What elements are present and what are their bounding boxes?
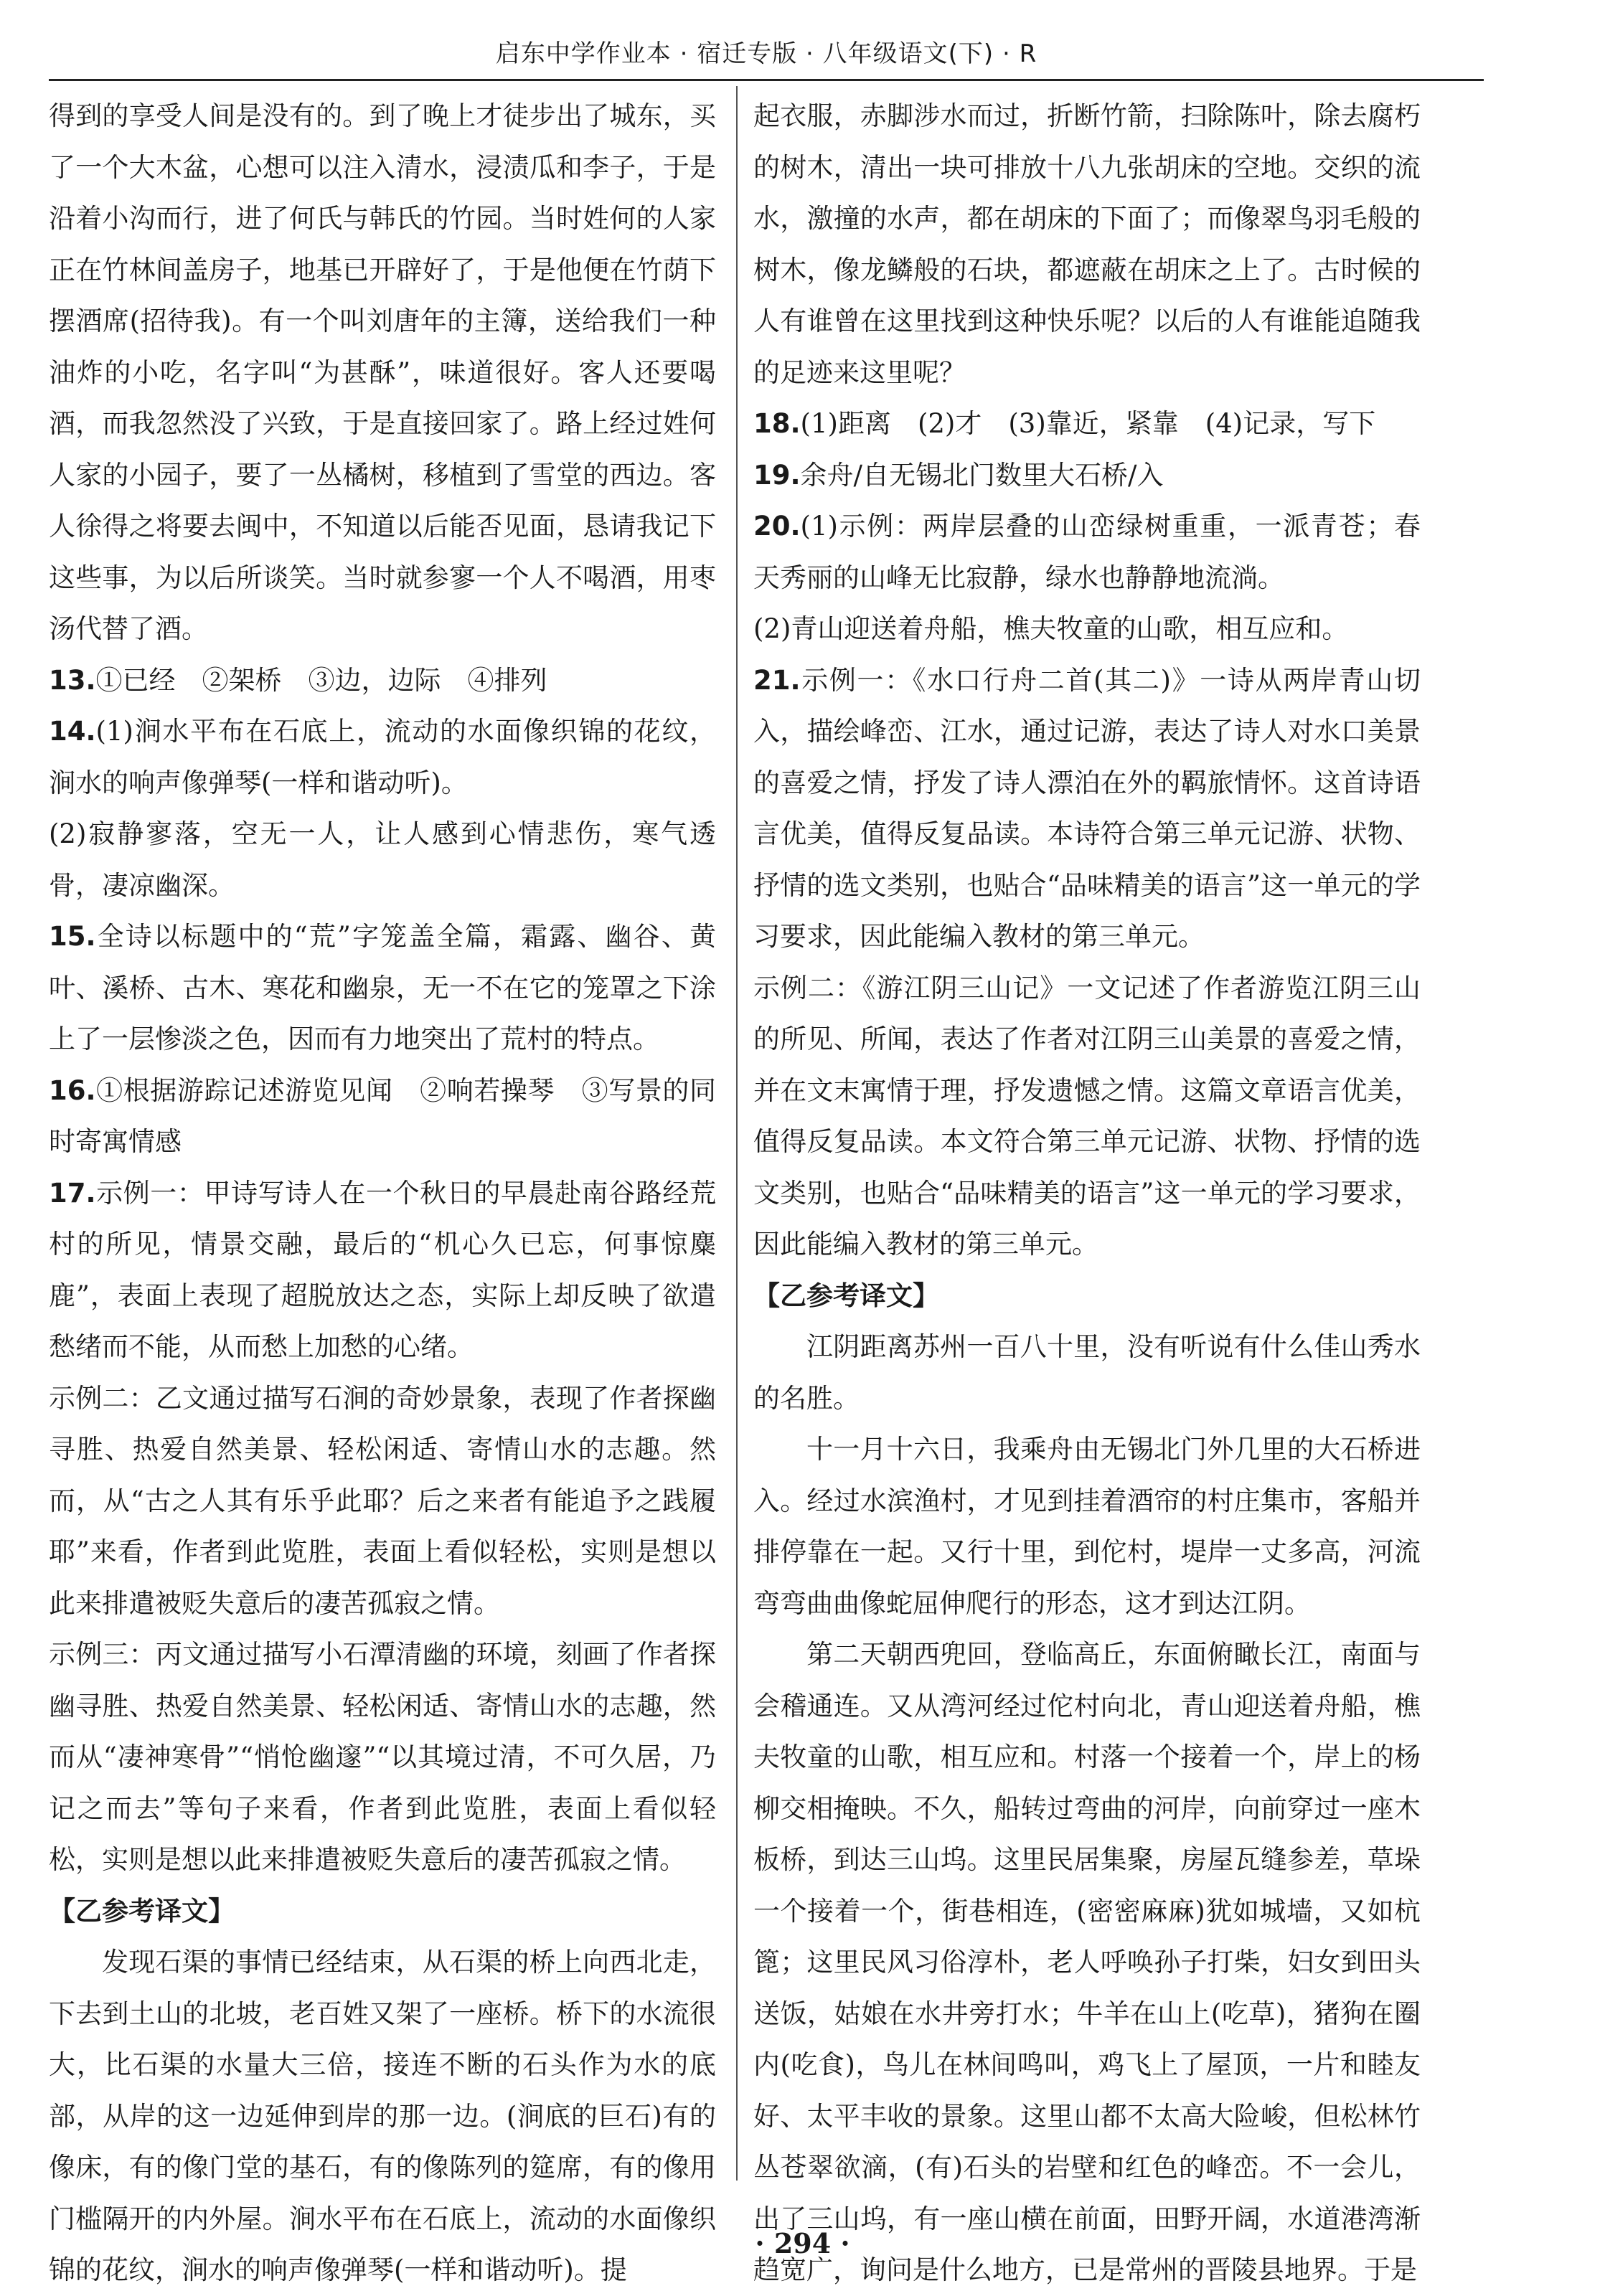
page-number: · 294 · [755, 2227, 850, 2259]
question-number: 20. [753, 511, 801, 542]
answer-text: (1)涧水平布在石底上，流动的水面像织锦的花纹，涧水的响声像弹琴(一样和谐动听)。 [49, 716, 716, 798]
answer-19 [753, 450, 1421, 501]
section-title: 【乙参考译文】 [753, 1280, 939, 1311]
question-number: 16. [49, 1074, 96, 1106]
translation-paragraph-1: 江阴距离苏州一百八十里，没有听说有什么佳山秀水的名胜。 [753, 1331, 1421, 1414]
answer-17-example3: 示例三：丙文通过描写小石潭清幽的环境，刻画了作者探幽寻胜、热爱自然美景、轻松闲适、寄情山水的志趣，然而从“凄神寒骨”“悄怆幽邃”“以其境过清，不可久居，乃记之而去”等句子来看，作者到此览胜，表面上看似轻松，实则是想以此来排遣被贬失意后的凄苦孤寂之情。 [49, 1639, 716, 1875]
answer-17 [49, 1168, 716, 1373]
answer-14-part2: (2)寂静寥落，空无一人，让人感到心情悲伤，寒气透骨，凄凉幽深。 [49, 818, 716, 901]
question-number: 13. [49, 664, 96, 696]
question-number: 17. [49, 1177, 96, 1209]
answer-text: ①已经 ②架桥 ③边，边际 ④排列 [95, 664, 547, 696]
left-column [49, 90, 716, 2296]
answer-14 [49, 706, 716, 808]
answer-16 [49, 1065, 716, 1168]
question-number: 14. [49, 716, 96, 747]
answer-17-example2: 示例二：乙文通过描写石涧的奇妙景象，表现了作者探幽寻胜、热爱自然美景、轻松闲适、寄情山水的志趣。然而，从“古之人其有乐乎此耶？后之来者有能追予之践履耶”来看，作者到此览胜，表面上看似轻松，实则是想以此来排遣被贬失意后的凄苦孤寂之情。 [49, 1382, 716, 1619]
answer-text: ①根据游踪记述游览见闻 ②响若操琴 ③写景的同时寄寓情感 [49, 1074, 716, 1157]
answer-text: 示例一：《水口行舟二首(其二)》一诗从两岸青山切入，描绘峰峦、江水，通过记游，表达了诗人对水口美景的喜爱之情，抒发了诗人漂泊在外的羁旅情怀。这首诗语言优美，值得反复品读。本诗符合第三单元记游、状物、抒情的选文类别，也贴合“品味精美的语言”这一单元的学习要求，因此能编入教材的第三单元。 [753, 664, 1421, 952]
section-title: 【乙参考译文】 [49, 1895, 235, 1927]
answer-20-part2: (2)青山迎送着舟船，樵夫牧童的山歌，相互应和。 [753, 613, 1349, 644]
answer-21 [753, 655, 1421, 963]
answer-text: 示例一：甲诗写诗人在一个秋日的早晨赴南谷路经荒村的所见，情景交融，最后的“机心久已忘，何事惊麋鹿”，表面上表现了超脱放达之态，实际上却反映了欲遣愁绪而不能，从而愁上加愁的心绪。 [49, 1177, 716, 1362]
answer-text: 余舟/自无锡北门数里大石桥/入 [800, 459, 1164, 491]
right-column [753, 90, 1421, 2296]
translation-paragraph-3: 第二天朝西兜回，登临高丘，东面俯瞰长江，南面与会稽通连。又从湾河经过佗村向北，青山迎送着舟船，樵夫牧童的山歌，相互应和。村落一个接着一个，岸上的杨柳交相掩映。不久，船转过弯曲的河岸，向前穿过一座木板桥，到达三山坞。这里民居集聚，房屋瓦缝参差，草垛一个接着一个，街巷相连，(密密麻麻)犹如城墙，又如杭篦；这里民风习俗淳朴，老人呼唤孙子打柴，妇女到田头送饭，姑娘在水井旁打水；牛羊在山上(吃草)，猪狗在圈内(吃食)，鸟儿在林间鸣叫，鸡飞上了屋顶，一片和睦友好、太平丰收的景象。这里山都不太高大险峻，但松林竹丛苍翠欲滴，(有)石头的岩壁和红色的峰峦。不一会儿，出了三山坞，有一座山横在前面，田野开阔，水道港湾渐趋宽广，询问是什么地方，已是常州的晋陵县地界。于是 [753, 1639, 1421, 2285]
question-number: 15. [49, 921, 96, 952]
question-number: 21. [753, 664, 801, 696]
question-number: 19. [753, 459, 801, 491]
answer-15 [49, 911, 716, 1065]
answer-18 [753, 398, 1421, 450]
continued-paragraph: 起衣服，赤脚涉水而过，折断竹箭，扫除陈叶，除去腐朽的树木，清出一块可排放十八九张胡床的空地。交织的流水，激撞的水声，都在胡床的下面了；而像翠鸟羽毛般的树木，像龙鳞般的石块，都遮蔽在胡床之上了。古时候的人有谁曾在这里找到这种快乐呢？以后的人有谁能追随我的足迹来这里呢？ [753, 100, 1421, 388]
answer-21-example2: 示例二：《游江阴三山记》一文记述了作者游览江阴三山的所见、所闻，表达了作者对江阴三山美景的喜爱之情，并在文末寓情于理，抒发遗憾之情。这篇文章语言优美，值得反复品读。本文符合第三单元记游、状物、抒情的选文类别，也贴合“品味精美的语言”这一单元的学习要求，因此能编入教材的第三单元。 [753, 972, 1421, 1260]
question-number: 18. [753, 408, 801, 439]
translation-paragraph: 发现石渠的事情已经结束，从石渠的桥上向西北走，下去到土山的北坡，老百姓又架了一座桥。桥下的水流很大，比石渠的水量大三倍，接连不断的石头作为水的底部，从岸的这一边延伸到岸的那一边。(涧底的巨石)有的像床，有的像门堂的基石，有的像陈列的筵席，有的像用门槛隔开的内外屋。涧水平布在石底上，流动的水面像织锦的花纹，涧水的响声像弹琴(一样和谐动听)。提 [49, 1947, 716, 2285]
answer-text: (1)示例：两岸层叠的山峦绿树重重，一派青苍；春天秀丽的山峰无比寂静，绿水也静静地流淌。 [753, 511, 1421, 593]
column-divider [736, 86, 738, 2181]
answer-text: 全诗以标题中的“荒”字笼盖全篇，霜露、幽谷、黄叶、溪桥、古木、寒花和幽泉，无一不在它的笼罩之下涂上了一层惨淡之色，因而有力地突出了荒村的特点。 [49, 921, 716, 1054]
answer-13 [49, 655, 716, 707]
translation-paragraph-2: 十一月十六日，我乘舟由无锡北门外几里的大石桥进入。经过水滨渔村，才见到挂着酒帘的村庄集市，客船并排停靠在一起。又行十里，到佗村，堤岸一丈多高，河流弯弯曲曲像蛇屈伸爬行的形态，这才到达江阴。 [753, 1434, 1421, 1619]
continued-paragraph: 得到的享受人间是没有的。到了晚上才徒步出了城东，买了一个大木盆，心想可以注入清水，浸渍瓜和李子，于是沿着小沟而行，进了何氏与韩氏的竹园。当时姓何的人家正在竹林间盖房子，地基已开辟好了，于是他便在竹荫下摆酒席(招待我)。有一个叫刘唐年的主簿，送给我们一种油炸的小吃，名字叫“为甚酥”，味道很好。客人还要喝酒，而我忽然没了兴致，于是直接回家了。路上经过姓何人家的小园子，要了一丛橘树，移植到了雪堂的西边。客人徐得之将要去闽中，不知道以后能否见面，恳请我记下这些事，为以后所谈笑。当时就参寥一个人不喝酒，用枣汤代替了酒。 [49, 100, 716, 644]
answer-20 [753, 501, 1421, 603]
answer-text: (1)距离 (2)才 (3)靠近，紧靠 (4)记录，写下 [800, 408, 1376, 439]
running-header: 启东中学作业本 · 宿迁专版 · 八年级语文(下) · R [49, 33, 1484, 81]
